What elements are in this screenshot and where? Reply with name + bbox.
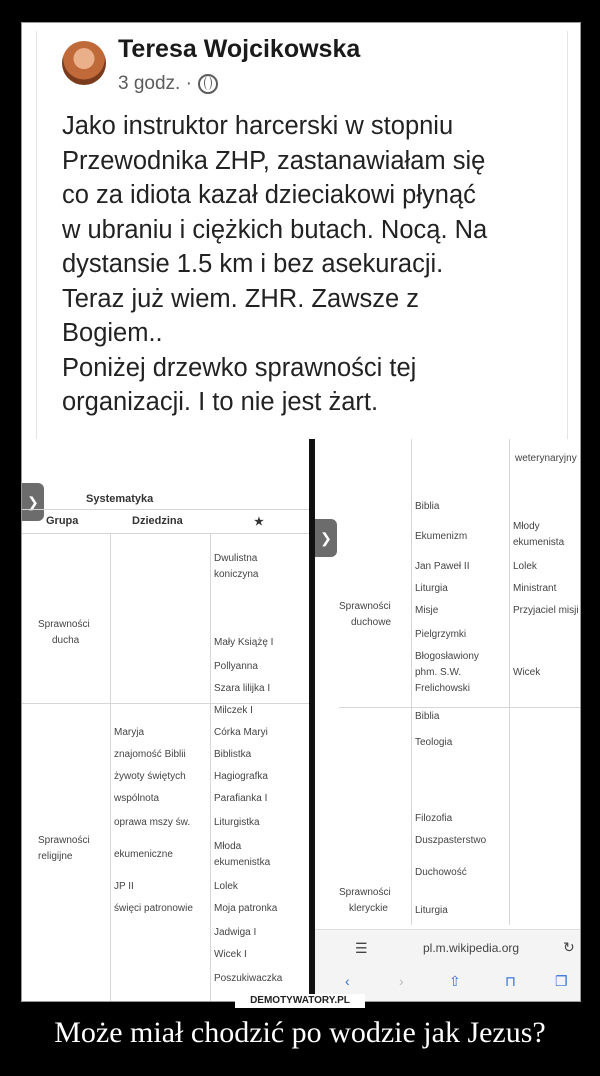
table-cell: Duchowość: [415, 867, 467, 878]
divider: [210, 533, 211, 1001]
post-meta: [118, 73, 218, 95]
post-line: Teraz już wiem. ZHR. Zawsze z: [62, 284, 420, 313]
table-cell: Jan Paweł II: [415, 561, 470, 572]
table-cell: Biblia: [415, 501, 440, 512]
table-cell: Liturgia: [415, 583, 448, 594]
post-line: Jako instruktor harcerski w stopniu: [62, 112, 454, 140]
post-line: co za idiota kazał dzieciakowi płynąć: [62, 181, 476, 209]
table-cell: Dwulistna: [214, 553, 258, 564]
group-label: kleryckie: [349, 903, 388, 914]
table-cell: Frelichowski: [415, 683, 471, 694]
divider: [509, 439, 510, 925]
table-cell: Parafianka I: [214, 793, 268, 804]
table-cell: JP II: [114, 881, 134, 892]
table-cell: żywoty świętych: [114, 771, 186, 782]
right-screenshot: [309, 439, 581, 1001]
table-cell: koniczyna: [214, 569, 259, 580]
facebook-post: [22, 23, 580, 441]
divider: [22, 703, 309, 704]
table-cell: Wicek I: [214, 949, 247, 960]
group-label: duchowe: [351, 617, 392, 628]
post-line: Poniżej drzewko sprawności tej: [62, 353, 417, 382]
table-cell: Duszpasterstwo: [415, 835, 487, 846]
table-cell: ekumenista: [513, 537, 565, 548]
table-cell: Przyjaciel misji: [513, 605, 579, 616]
url-text[interactable]: pl.m.wikipedia.org: [423, 941, 520, 955]
table-cell: ekumeniczne: [114, 849, 173, 860]
watermark: DEMOTYWATORY.PL: [235, 994, 365, 1008]
table-cell: Młoda: [214, 841, 242, 852]
table-cell: Lolek: [513, 561, 537, 572]
group-label: religijne: [38, 851, 73, 862]
table-cell: Biblia: [415, 711, 440, 722]
caption: Może miał chodzić po wodzie jak Jezus?: [54, 1016, 546, 1049]
post-line: dystansie 1.5 km i bez asekuracji.: [62, 250, 444, 278]
table-cell: phm. S.W.: [415, 667, 462, 678]
table-cell: Jadwiga I: [214, 927, 257, 938]
forward-icon[interactable]: ›: [399, 973, 404, 989]
post-line: w ubraniu i ciężkich butach. Nocą. Na: [62, 215, 488, 244]
header-systematyka: Systematyka: [86, 493, 154, 505]
table-cell: Liturgistka: [214, 817, 260, 828]
table-cell: Misje: [415, 605, 439, 616]
table-cell: Młody: [513, 521, 540, 532]
table-cell: ekumenistka: [214, 857, 271, 868]
post-line: Przewodnika ZHP, zastanawiałam się: [62, 146, 486, 175]
divider: [339, 707, 581, 708]
table-cell: Pielgrzymki: [415, 629, 467, 640]
table-cell: weterynaryjny: [515, 453, 577, 464]
share-icon[interactable]: ⇧: [449, 973, 461, 989]
table-cell: wspólnota: [114, 793, 160, 804]
browser-url-bar[interactable]: [315, 929, 581, 968]
table-cell: Biblistka: [214, 749, 252, 760]
divider: [22, 509, 309, 510]
table-cell: Pollyanna: [214, 661, 258, 672]
table-cell: oprawa mszy św.: [114, 817, 191, 828]
left-screenshot: [22, 439, 309, 1001]
post-text: [62, 109, 562, 420]
post-time[interactable]: 3 godz. ·: [118, 73, 192, 94]
tabs-icon[interactable]: ❐: [555, 973, 568, 989]
table-cell: Ministrant: [513, 583, 557, 594]
avatar[interactable]: [62, 41, 106, 85]
back-icon[interactable]: ‹: [345, 973, 350, 989]
table-cell: Wicek: [513, 667, 541, 678]
table-cell: Córka Maryi: [214, 727, 268, 738]
group-label: Sprawności: [339, 601, 391, 612]
col-star: ★: [254, 516, 264, 528]
table-cell: Filozofia: [415, 813, 453, 824]
table-cell: Milczek I: [214, 705, 253, 716]
group-label: Sprawności: [38, 619, 90, 630]
table-cell: Lolek: [214, 881, 238, 892]
group-label: Sprawności: [339, 887, 391, 898]
table-cell: Teologia: [415, 737, 453, 748]
table-cell: Błogosławiony: [415, 651, 479, 662]
expand-arrow-icon[interactable]: ❯: [315, 519, 337, 557]
table-cell: Ekumenizm: [415, 531, 468, 542]
meme-frame: [21, 22, 581, 1002]
divider: [22, 533, 309, 534]
table-cell: Liturgia: [415, 905, 448, 916]
table-cell: Szara lilijka I: [214, 683, 271, 694]
table-cell: Hagiografka: [214, 771, 268, 782]
bookmarks-icon[interactable]: ⊓: [505, 973, 516, 989]
author-name[interactable]: Teresa Wojcikowska: [118, 35, 361, 63]
group-label: Sprawności: [38, 835, 90, 846]
globe-icon: [198, 74, 218, 94]
table-cell: Maryja: [114, 727, 145, 738]
expand-arrow-icon[interactable]: ❯: [22, 483, 44, 521]
reader-mode-icon[interactable]: ☰: [355, 940, 368, 956]
table-cell: znajomość Biblii: [114, 749, 186, 760]
table-cell: Mały Książę I: [214, 637, 274, 648]
reload-icon[interactable]: ↻: [563, 939, 575, 955]
table-cell: Poszukiwaczka: [214, 973, 283, 984]
table-cell: święci patronowie: [114, 903, 193, 914]
group-label: ducha: [52, 635, 80, 646]
post-line: organizacji. I to nie jest żart.: [62, 388, 379, 416]
post-line: Bogiem..: [62, 319, 163, 347]
table-cell: Moja patronka: [214, 903, 278, 914]
col-grupa: Grupa: [46, 515, 79, 527]
col-dziedzina: Dziedzina: [132, 515, 183, 527]
divider: [411, 439, 412, 925]
divider: [110, 533, 111, 1001]
